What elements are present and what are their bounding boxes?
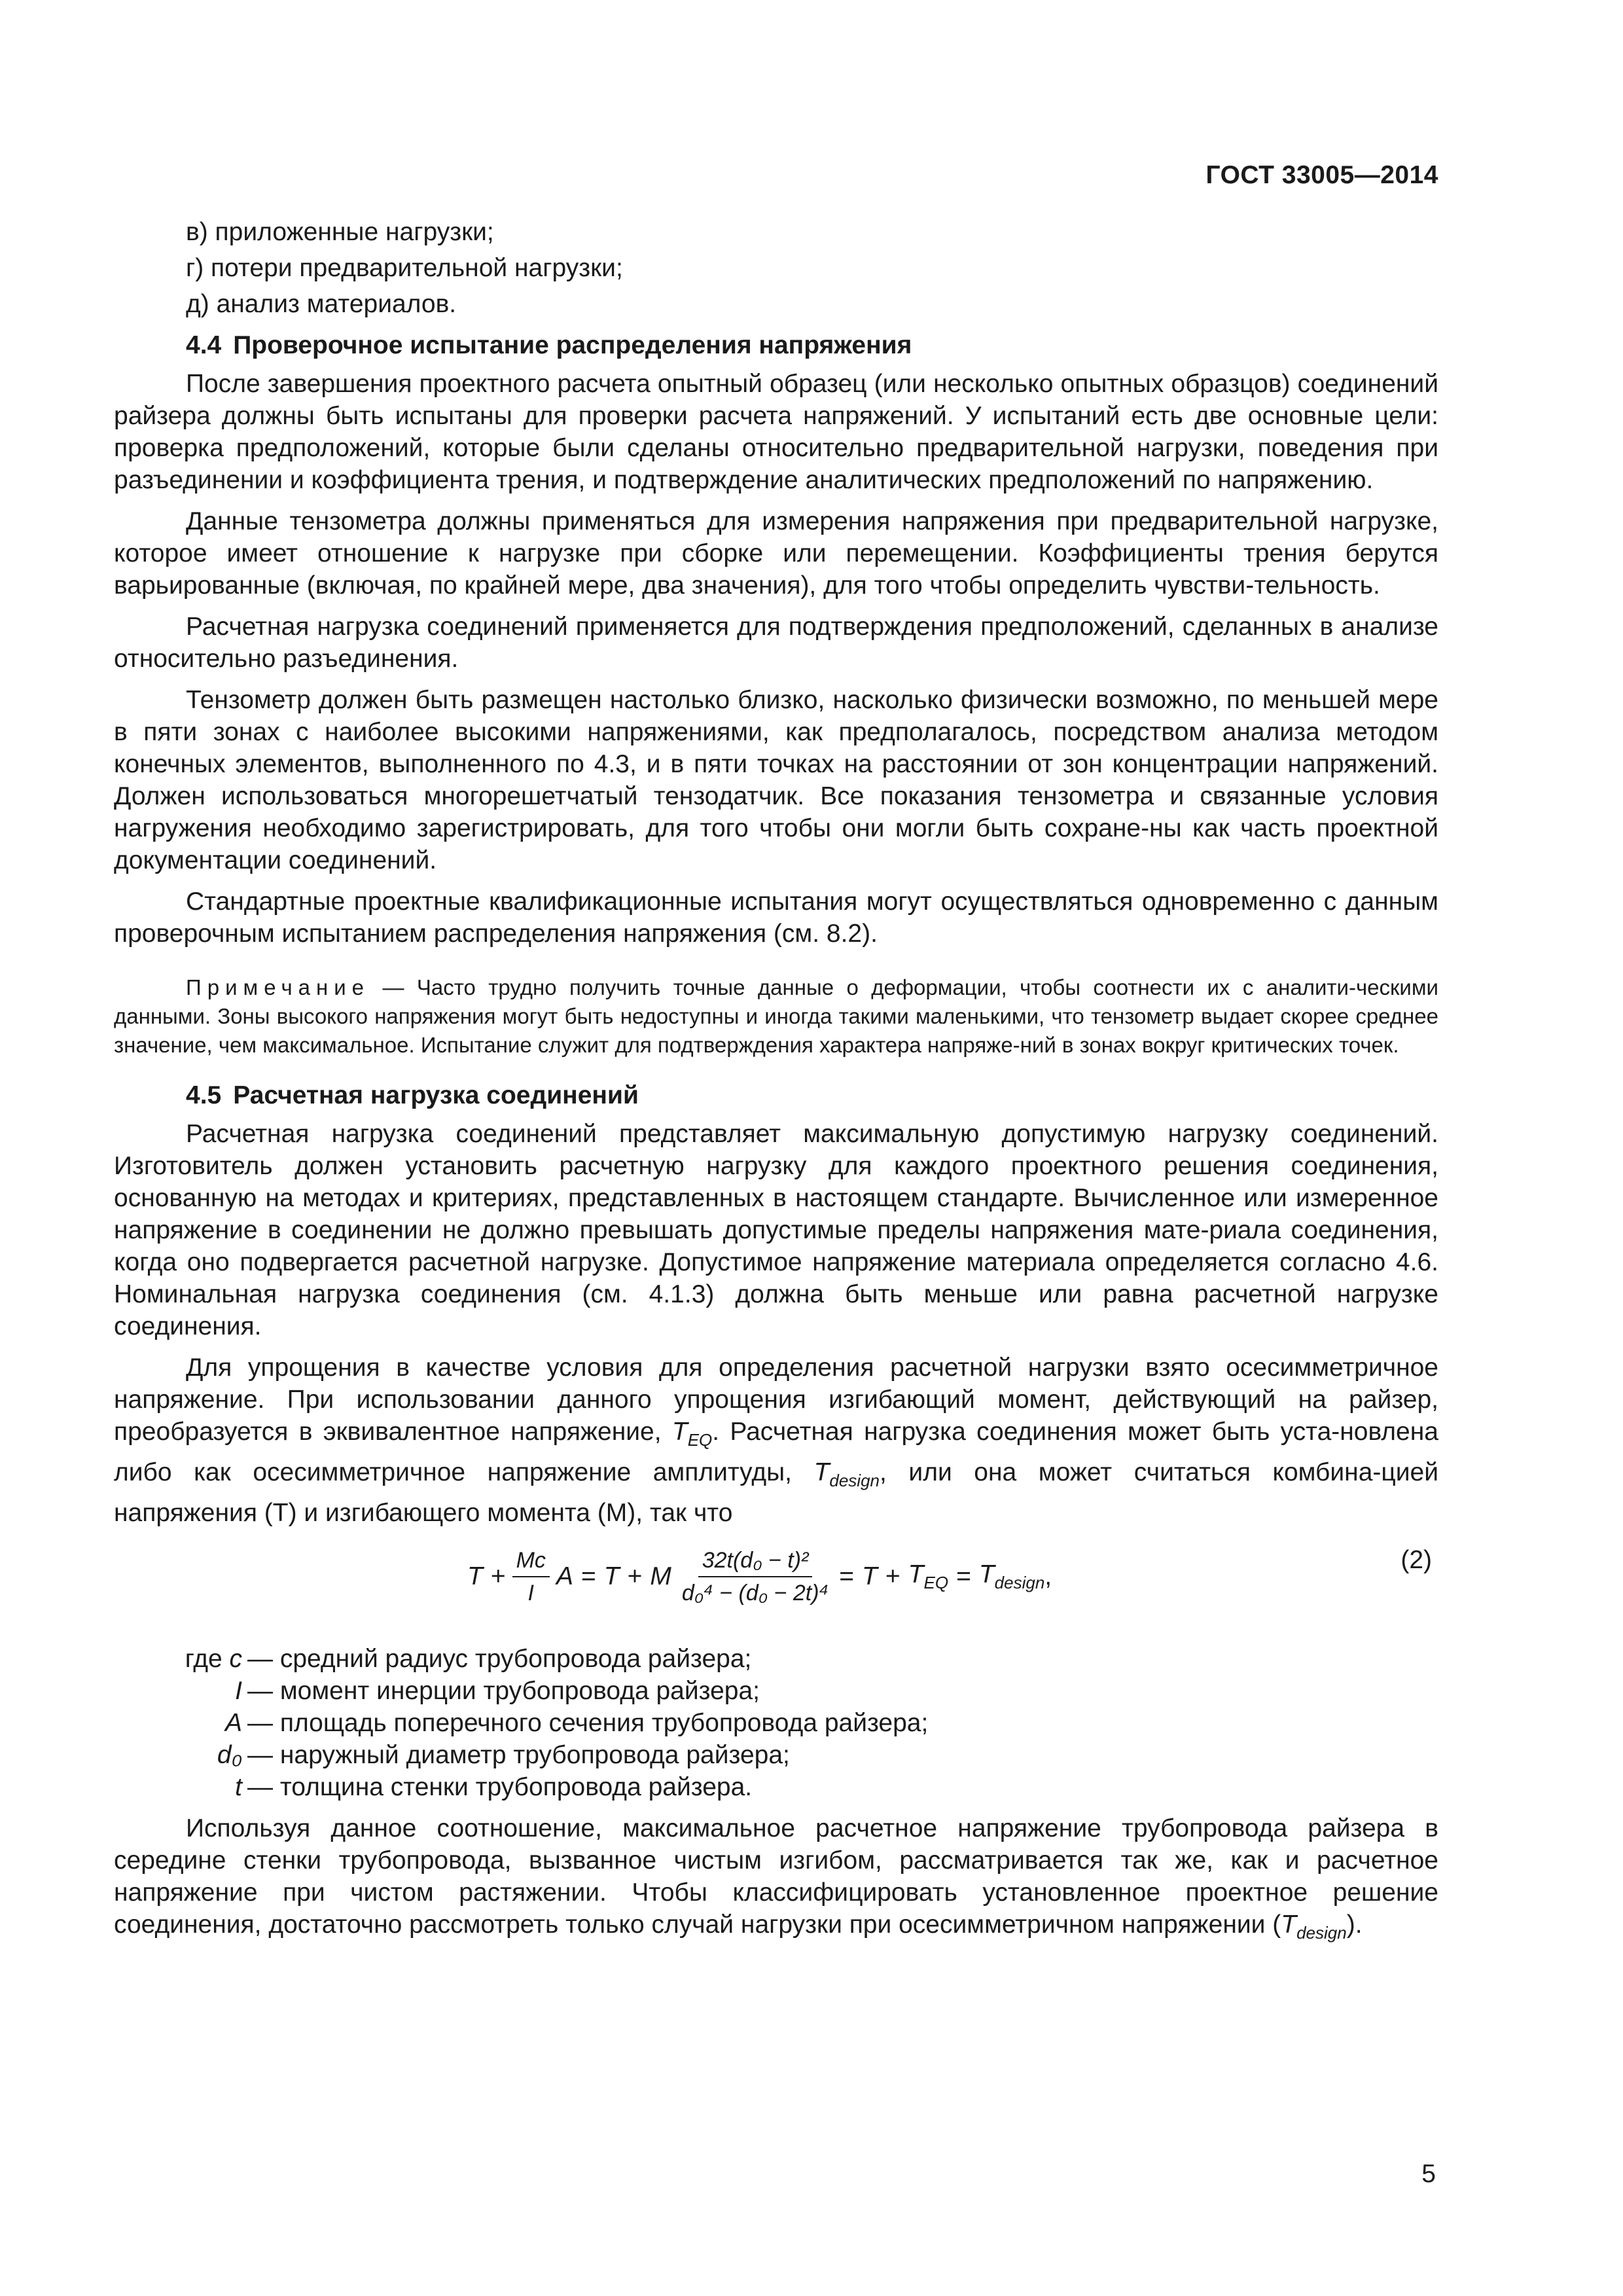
paragraph-with-symbols	[114, 1352, 1438, 1529]
symbol-sub: EQ	[923, 1572, 949, 1592]
page-content	[114, 216, 1438, 1948]
paragraph: Тензометр должен быть размещен настолько близко, насколько физически возможно, по меньшей мере в пяти зонах с наиболее высокими напряжениями, как предполагалось, посредством анализа методом конечных элементов, выполненного по 4.3, и в пяти точках на расстоянии от зон концентрации напряжений. Должен использоваться многорешетчатый тензодатчик. Все показания тензометра и связанные условия нагружения необходимо зарегистрировать, для того чтобы они могли быть сохране-ны как часть проектной документации соединений.	[114, 686, 1438, 874]
symbol-t-eq	[671, 1418, 713, 1450]
formula-t: T	[467, 1562, 483, 1590]
note-label: Примечание	[186, 975, 370, 999]
symbol-a: A	[224, 1708, 242, 1737]
paragraph-with-symbols	[114, 1812, 1438, 1949]
fraction-denominator: d₀⁴ − (d₀ − 2t)⁴	[681, 1580, 829, 1605]
document-code: ГОСТ 33005—2014	[1205, 161, 1438, 189]
text-run: , или она может считаться комбина-цией напряжения (Т) и изгибающего момента (М), так что	[114, 1458, 1438, 1527]
formula-op: +	[627, 1562, 643, 1590]
formula-op: +	[490, 1562, 506, 1590]
text-run: . Расчетная нагрузка соединения может быть уста-новлена либо как осесимметричное напряжение амплитуды,	[114, 1418, 1438, 1486]
section-heading-4-4	[186, 329, 1438, 361]
formula	[467, 1547, 1052, 1606]
symbol-base: T	[813, 1458, 830, 1486]
symbol-sub: design	[994, 1572, 1045, 1592]
fraction-denominator: I	[527, 1580, 534, 1605]
fraction-mc-over-i	[512, 1547, 550, 1606]
fraction-numerator: 32t(d₀ − t)²	[698, 1547, 813, 1577]
symbol-t-design	[1281, 1910, 1347, 1943]
note	[114, 973, 1438, 1060]
definition-row	[114, 1643, 1438, 1675]
definition-row	[114, 1739, 1438, 1771]
symbol-t-design	[813, 1458, 880, 1490]
definition-text: — наружный диаметр трубопровода райзера;	[247, 1740, 790, 1769]
text-run: Используя данное соотношение, максимальное расчетное напряжение трубопровода райзера в середине стенки трубопровода, вызванное чистым изгибом, рассматривается так же, как и расчетное напряжение при чистом растяжении. Чтобы классифицировать установленное проектное решение соединения, достаточно рассмотреть только случай нагрузки при осесимметричном напряжении (	[114, 1814, 1438, 1939]
formula-a: A	[556, 1562, 573, 1590]
definition-prefix: где	[185, 1644, 230, 1673]
definition-symbol	[114, 1771, 247, 1803]
fraction-section-modulus	[678, 1547, 832, 1606]
definition-text: — площадь поперечного сечения трубопровода райзера;	[247, 1708, 929, 1737]
fraction-numerator: Mc	[512, 1547, 550, 1577]
page-number: 5	[1421, 2160, 1436, 2188]
paragraph: После завершения проектного расчета опытный образец (или несколько опытных образцов) соединений райзера должны быть испытаны для проверки расчета напряжений. У испытаний есть две основные цели: проверка предположений, которые были сделаны относительно предварительной нагрузки, поведения при разъединении и коэффициента трения, и подтверждение аналитических предположений по напряжению.	[114, 370, 1438, 494]
formula-t: T	[862, 1562, 878, 1590]
text-run: Для упрощения в качестве условия для определения расчетной нагрузки взято осесимметричное напряжение. При использовании данного упрощения изгибающий момент, действующий на райзер, преобразуется в эквивалентное напряжение,	[114, 1354, 1438, 1446]
formula-tail: ,	[1044, 1562, 1052, 1590]
symbol-sub: EQ	[687, 1429, 713, 1450]
symbol-base: T	[908, 1560, 924, 1588]
formula-op: =	[580, 1562, 596, 1590]
symbol-t: t	[235, 1772, 242, 1801]
section-number: 4.5	[186, 1081, 222, 1109]
symbol-c: c	[229, 1644, 242, 1673]
definition-row	[114, 1707, 1438, 1739]
list-item: г) потери предварительной нагрузки;	[186, 254, 623, 282]
section-heading-4-5	[186, 1079, 1438, 1111]
paragraph: Стандартные проектные квалификационные испытания могут осуществляться одновременно с данным проверочным испытанием распределения напряжения (см. 8.2).	[114, 888, 1438, 948]
list-item: д) анализ материалов.	[186, 290, 457, 318]
definition-symbol	[114, 1675, 247, 1707]
text-run: ).	[1346, 1910, 1363, 1939]
equation-number: (2)	[1400, 1545, 1432, 1574]
formula-m: M	[650, 1562, 671, 1590]
formula-block	[114, 1538, 1438, 1630]
formula-t-eq	[908, 1560, 948, 1593]
symbol-d0: d₀	[217, 1740, 242, 1769]
formula-op: +	[885, 1562, 901, 1590]
section-number: 4.4	[186, 331, 222, 359]
symbol-sub: design	[829, 1470, 880, 1490]
formula-t: T	[603, 1562, 620, 1590]
formula-op: =	[956, 1562, 971, 1590]
symbol-base: T	[1281, 1910, 1297, 1939]
paragraph: Расчетная нагрузка соединений применяется для подтверждения предположений, сделанных в анализе относительно разъединения.	[114, 613, 1438, 673]
definition-row	[114, 1771, 1438, 1803]
definition-text: — средний радиус трубопровода райзера;	[247, 1644, 752, 1673]
section-title: Расчетная нагрузка соединений	[233, 1081, 639, 1109]
section-title: Проверочное испытание распределения напряжения	[233, 331, 912, 359]
definition-symbol	[114, 1739, 247, 1771]
definition-text: — момент инерции трубопровода райзера;	[247, 1676, 760, 1705]
list-item: в) приложенные нагрузки;	[186, 218, 494, 246]
symbol-sub: design	[1296, 1922, 1347, 1943]
symbol-base: T	[978, 1560, 995, 1588]
formula-op: =	[839, 1562, 855, 1590]
note-text: — Часто трудно получить точные данные о деформации, чтобы соотнести их с аналити-ческими данными. Зоны высокого напряжения могут быть недоступны и иногда такими маленькими, что тензометр выдает скорее среднее значение, чем максимальное. Испытание служит для подтверждения характера напряже-ний в зонах вокруг критических точек.	[114, 975, 1438, 1057]
symbol-base: T	[671, 1418, 688, 1446]
paragraph: Данные тензометра должны применяться для измерения напряжения при предварительной нагрузке, которое имеет отношение к нагрузке при сборке или перемещении. Коэффициенты трения берутся варьированные (включая, по крайней мере, два значения), для того чтобы определить чувстви-тельность.	[114, 507, 1438, 600]
definition-text: — толщина стенки трубопровода райзера.	[247, 1772, 753, 1801]
symbol-i: I	[235, 1676, 242, 1705]
formula-t-design	[979, 1560, 1044, 1593]
definition-symbol	[114, 1643, 247, 1675]
paragraph: Расчетная нагрузка соединений представляет максимальную допустимую нагрузку соединений. Изготовитель должен установить расчетную нагрузку для каждого проектного решения соединения, основанную на методах и критериях, представленных в настоящем стандарте. Вычисленное или измеренное напряжение в соединении не должно превышать допустимые пределы напряжения мате-риала соединения, когда оно подвергается расчетной нагрузке. Допустимое напряжение материала определяется согласно 4.6. Номинальная нагрузка соединения (см. 4.1.3) должна быть меньше или равна расчетной нагрузке соединения.	[114, 1120, 1438, 1340]
definition-row	[114, 1675, 1438, 1707]
symbol-definitions	[114, 1643, 1438, 1803]
definition-symbol	[114, 1707, 247, 1739]
